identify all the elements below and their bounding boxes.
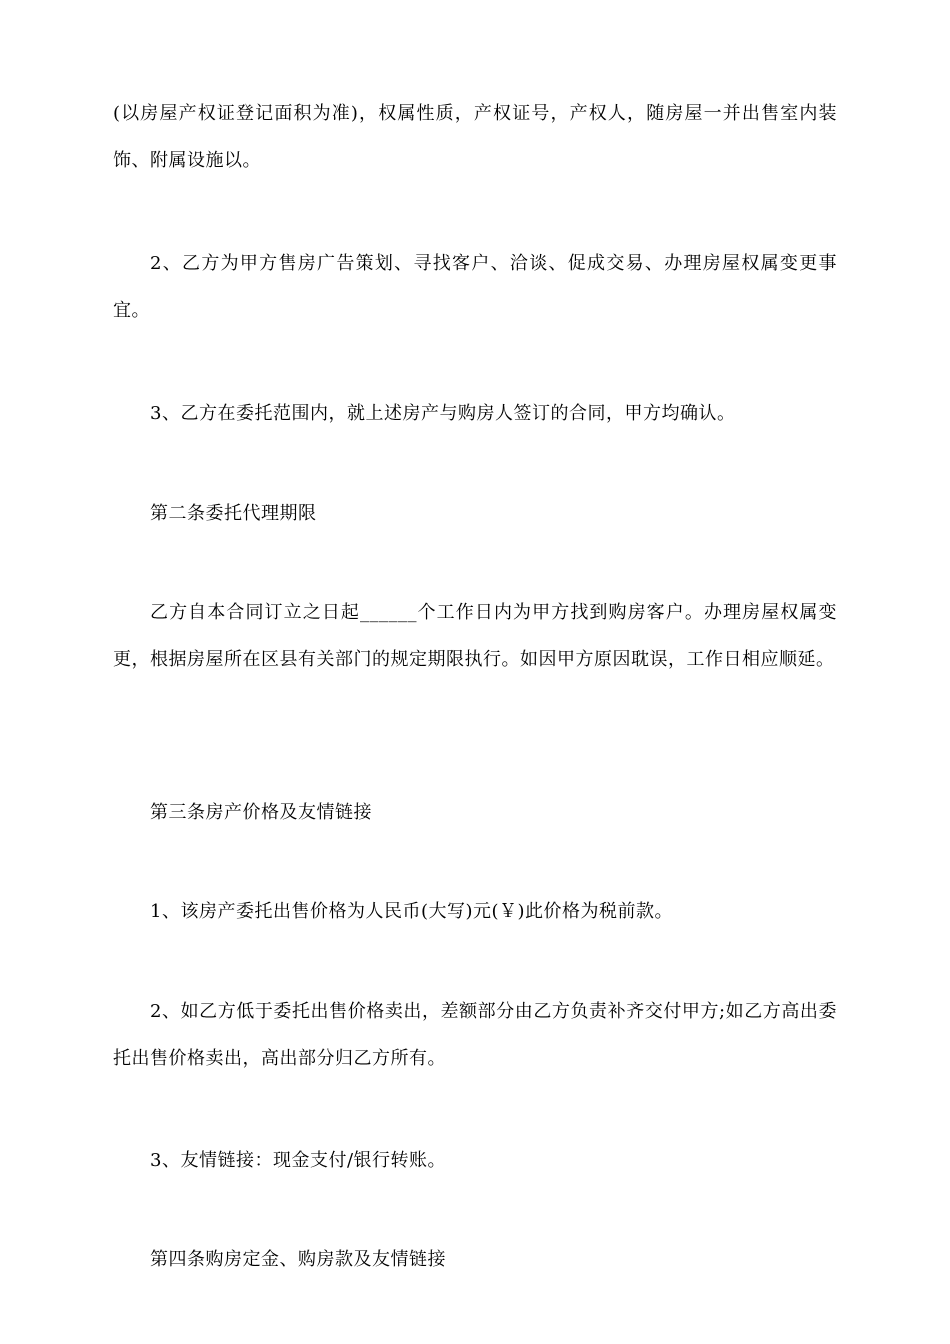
paragraph-agency-term: 乙方自本合同订立之日起______个工作日内为甲方找到购房客户。办理房屋权属变更，根据房屋所在区县有关部门的规定期限执行。如因甲方原因耽误，工作日相应顺延。 xyxy=(113,602,837,670)
paragraph-property-area: (以房屋产权证登记面积为准)，权属性质，产权证号，产权人，随房屋一并出售室内装饰、附属设施以。 xyxy=(113,103,837,171)
section-heading-article-4: 第四条购房定金、购房款及友情链接 xyxy=(150,1249,446,1270)
paragraph-clause-3-2: 2、如乙方低于委托出售价格卖出，差额部分由乙方负责补齐交付甲方;如乙方高出委托出售价格卖出，高出部分归乙方所有。 xyxy=(113,1001,837,1069)
paragraph-clause-1-3: 3、乙方在委托范围内，就上述房产与购房人签订的合同，甲方均确认。 xyxy=(150,403,736,424)
section-heading-article-2: 第二条委托代理期限 xyxy=(150,503,317,524)
paragraph-clause-1-2: 2、乙方为甲方售房广告策划、寻找客户、洽谈、促成交易、办理房屋权属变更事宜。 xyxy=(113,253,837,321)
paragraph-clause-3-3: 3、友情链接：现金支付/银行转账。 xyxy=(150,1150,447,1171)
paragraph-clause-3-1: 1、该房产委托出售价格为人民币(大写)元(￥)此价格为税前款。 xyxy=(150,901,674,922)
section-heading-article-3: 第三条房产价格及友情链接 xyxy=(150,802,372,823)
